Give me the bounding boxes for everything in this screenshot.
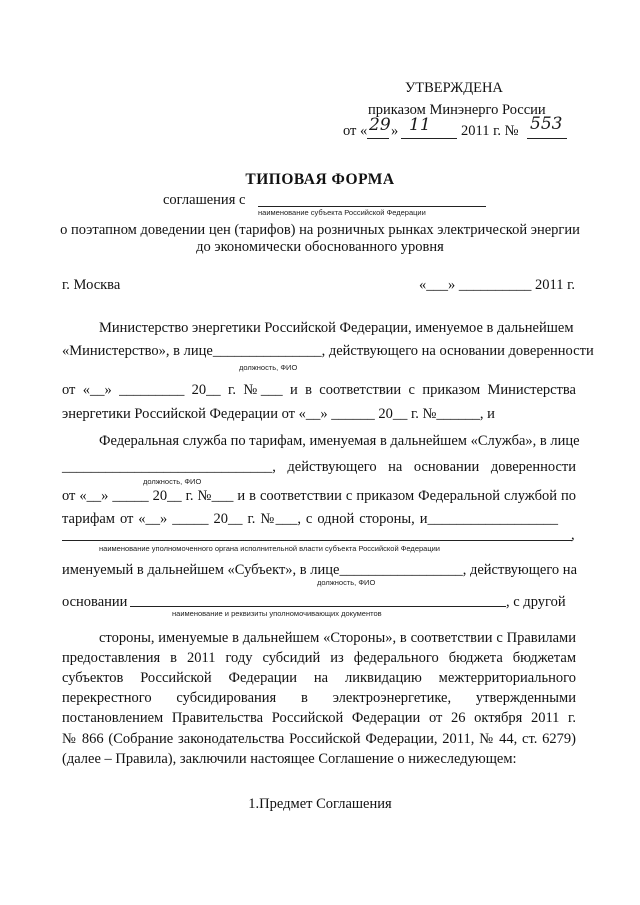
- agreement-with-label: соглашения с: [163, 192, 246, 208]
- subtitle-line-1: о поэтапном доведении цен (тарифов) на розничных рынках электрической энергии: [60, 222, 580, 238]
- body-line-8: тарифам от «__» _____ 20__ г. №___, с одной стороны, и__________________: [62, 511, 558, 527]
- approval-title: УТВЕРЖДЕНА: [405, 80, 503, 96]
- body-line-3: от «__» _________ 20__ г. №___ и в соответствии с приказом Министерства: [62, 382, 576, 398]
- city: г. Москва: [62, 277, 121, 293]
- body-line-4: энергетики Российской Федерации от «__» ______ 20__ г. №______, и: [62, 406, 495, 422]
- section-1-heading: 1.Предмет Соглашения: [248, 796, 392, 812]
- caption-authority: наименование уполномоченного органа исполнительной власти субъекта Российской Федерации: [99, 544, 441, 553]
- body-line-2: «Министерство», в лице_______________, действующего на основании доверенности: [62, 343, 594, 359]
- date-year-number: 2011 г. №: [461, 123, 519, 139]
- date-quote-close: »: [391, 123, 399, 139]
- body-line-10: именуемый в дальнейшем «Субъект», в лице_________________, действующего на: [62, 562, 578, 578]
- paragraph-line-4: перекрестного субсидирования в электроэнергетике, утвержденными: [62, 690, 576, 706]
- paragraph-line-6: № 866 (Собрание законодательства Российской Федерации, 2011, № 44, ст. 6279): [62, 731, 576, 747]
- body-line-11-end: , с другой: [506, 594, 566, 610]
- body-line-9-comma: ,: [571, 527, 575, 543]
- caption-position-2: должность, ФИО: [143, 477, 202, 486]
- body-line-6: _____________________________, действующего на основании доверенности: [62, 459, 576, 475]
- handwritten-day: 29: [369, 115, 391, 135]
- body-line-5: Федеральная служба по тарифам, именуемая в дальнейшем «Служба», в лице: [99, 433, 580, 449]
- paragraph-line-5: постановлением Правительства Российской Федерации от 26 октября 2011 г.: [62, 710, 576, 726]
- subtitle-line-2: до экономически обоснованного уровня: [196, 239, 444, 255]
- caption-position-3: должность, ФИО: [317, 578, 376, 587]
- caption-position-1: должность, ФИО: [239, 363, 298, 372]
- body-line-1: Министерство энергетики Российской Федерации, именуемое в дальнейшем: [99, 320, 574, 336]
- handwritten-number: 553: [530, 114, 563, 134]
- date-prefix: от «: [343, 123, 368, 139]
- caption-subject: наименование субъекта Российской Федерации: [258, 208, 426, 217]
- handwritten-month: 11: [409, 115, 431, 135]
- paragraph-line-7: (далее – Правила), заключили настоящее Соглашение о нижеследующем:: [62, 751, 517, 767]
- body-line-11-start: основании: [62, 594, 128, 610]
- paragraph-line-3: субъектов Российской Федерации на ликвидацию межтерриториального: [62, 670, 576, 686]
- caption-documents: наименование и реквизиты уполномочивающих документов: [172, 609, 382, 618]
- date-right: «___» __________ 2011 г.: [419, 277, 576, 293]
- approval-date-line: [343, 116, 573, 140]
- body-line-7: от «__» _____ 20__ г. №___ и в соответствии с приказом Федеральной службой по: [62, 488, 576, 504]
- approval-order: приказом Минэнерго России: [368, 102, 546, 118]
- paragraph-line-1: стороны, именуемые в дальнейшем «Стороны», в соответствии с Правилами: [99, 630, 576, 646]
- document-title: ТИПОВАЯ ФОРМА: [245, 171, 395, 188]
- paragraph-line-2: предоставления в 2011 году субсидий из федерального бюджета бюджетам: [62, 650, 576, 666]
